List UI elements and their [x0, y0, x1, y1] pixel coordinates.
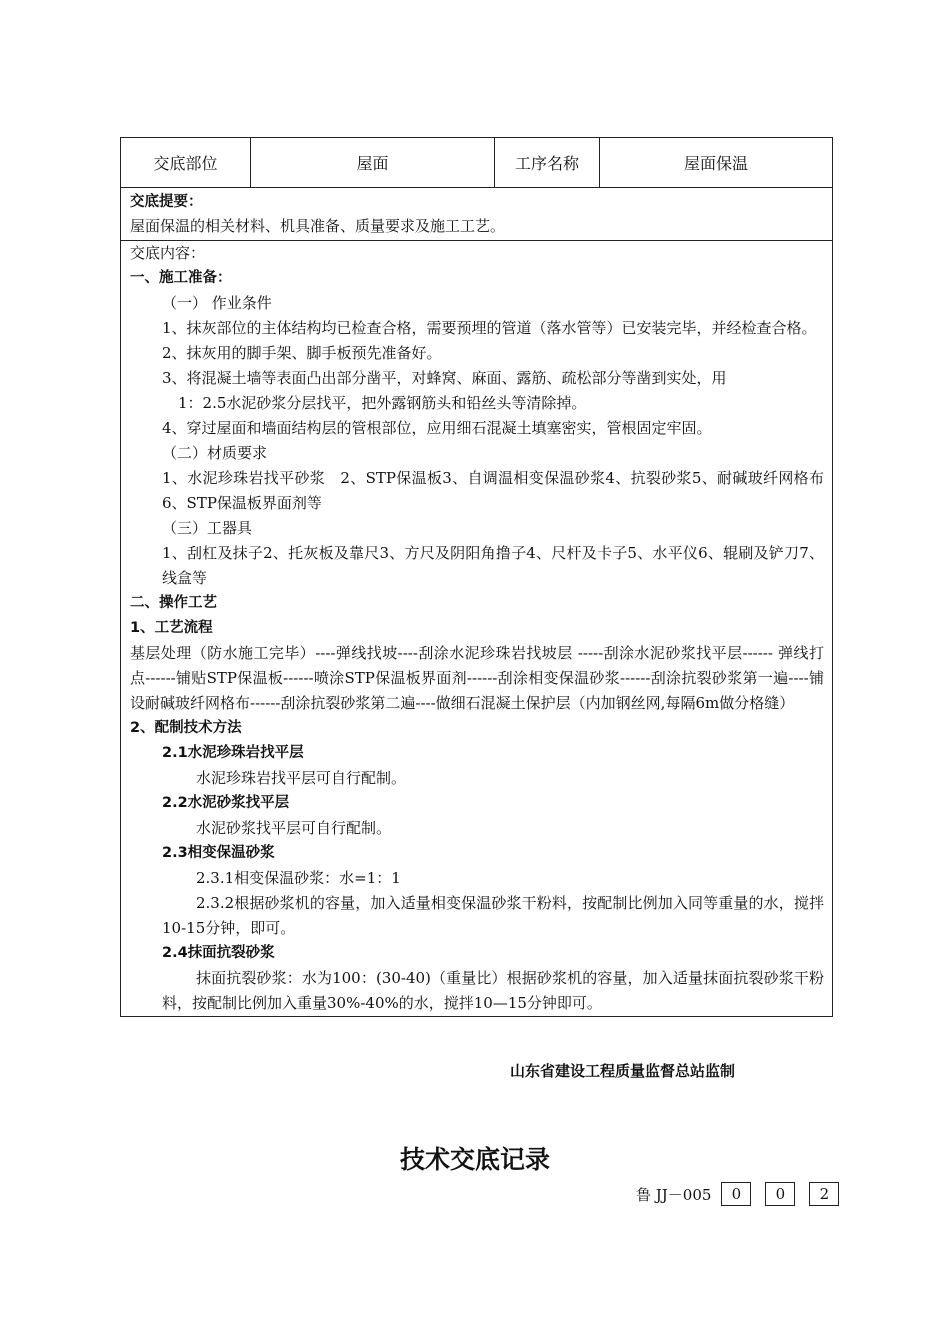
section2-1-text: 基层处理（防水施工完毕）----弹线找坡----刮涂水泥珍珠岩找坡层 -----刮涂水泥砂浆找平层------ 弹线打点------铺贴STP保温板------喷涂STP保温板界面剂------刮涂相变保温砂浆------刮涂抗裂砂浆第一遍----铺设耐碱玻纤网格布------刮涂抗裂砂浆第二遍----做细石混凝土保护层（内加钢丝网,每隔6m做分格缝）	[130, 644, 824, 712]
code-box-3: 2	[809, 1182, 839, 1206]
section1-sub3: （三）工器具	[162, 519, 253, 537]
section2-21-title: 2.1水泥珍珠岩找平层	[162, 745, 304, 761]
section2-231: 2.3.1相变保温砂浆：水=1：1	[196, 869, 401, 887]
summary-section	[121, 188, 832, 241]
summary-title: 交底提要：	[130, 194, 203, 210]
section2-1-title: 1、工艺流程	[130, 620, 213, 636]
issuer-label: 山东省建设工程质量监督总站监制	[510, 1062, 736, 1080]
section2-title: 二、操作工艺	[130, 595, 217, 611]
section1-title: 一、施工准备：	[130, 270, 232, 286]
disclosure-form	[120, 137, 833, 1017]
header-row	[121, 138, 832, 188]
process-value: 屋面保温	[683, 154, 748, 173]
section2-232: 2.3.2根据砂浆机的容量，加入适量相变保温砂浆干粉料，按配制比例加入同等重量的水，搅拌10-15分钟，即可。	[162, 894, 824, 937]
process-label: 工序名称	[495, 138, 600, 187]
section2-24-text: 抹面抗裂砂浆：水为100：(30-40)（重量比）根据砂浆机的容量，加入适量抹面抗裂砂浆干粉料，按配制比例加入重量30%-40%的水，搅拌10—15分钟即可。	[162, 969, 824, 1012]
section1-p2: 2、抹灰用的脚手架、脚手板预先准备好。	[162, 344, 442, 362]
section2-22-title: 2.2水泥砂浆找平层	[162, 795, 290, 811]
section1-p6: 1、刮杠及抹子2、托灰板及靠尺3、方尺及阴阳角撸子4、尺杆及卡子5、水平仪6、辊刷及铲刀7、线盒等	[162, 544, 824, 587]
section2-21-text: 水泥珍珠岩找平层可自行配制。	[196, 769, 407, 787]
location-value: 屋面	[251, 138, 495, 187]
code-box-2: 0	[765, 1182, 795, 1206]
section1-sub2: （二）材质要求	[162, 444, 268, 462]
section1-p5: 1、水泥珍珠岩找平砂浆 2、STP保温板3、自调温相变保温砂浆4、抗裂砂浆5、耐碱玻纤网格布 6、STP保温板界面剂等	[162, 469, 824, 512]
section2-22-text: 水泥砂浆找平层可自行配制。	[196, 819, 392, 837]
section1-p3b: 1：2.5水泥砂浆分层找平，把外露钢筋头和铅丝头等清除掉。	[178, 394, 587, 412]
content-intro: 交底内容：	[130, 244, 206, 262]
summary-text: 屋面保温的相关材料、机具准备、质量要求及施工工艺。	[130, 217, 506, 235]
content-section	[121, 241, 832, 1016]
section1-p4: 4、穿过屋面和墙面结构层的管根部位，应用细石混凝土填塞密实，管根固定牢固。	[162, 419, 712, 437]
section1-sub1: （一） 作业条件	[162, 294, 272, 312]
location-label: 交底部位	[121, 138, 251, 187]
section2-23-title: 2.3相变保温砂浆	[162, 845, 275, 861]
code-box-1: 0	[721, 1182, 751, 1206]
document-title: 技术交底记录	[399, 1145, 550, 1174]
section1-p1: 1、抹灰部位的主体结构均已检查合格，需要预埋的管道（落水管等）已安装完毕，并经检查合格。	[162, 319, 817, 337]
form-code-label: 鲁 JJ－005	[636, 1185, 712, 1204]
section1-p3a: 3、将混凝土墙等表面凸出部分凿平，对蜂窝、麻面、露筋、疏松部分等凿到实处，用	[162, 369, 727, 387]
section2-2-title: 2、配制技术方法	[130, 720, 242, 736]
form-code	[636, 1182, 839, 1206]
section2-24-title: 2.4抹面抗裂砂浆	[162, 945, 275, 961]
